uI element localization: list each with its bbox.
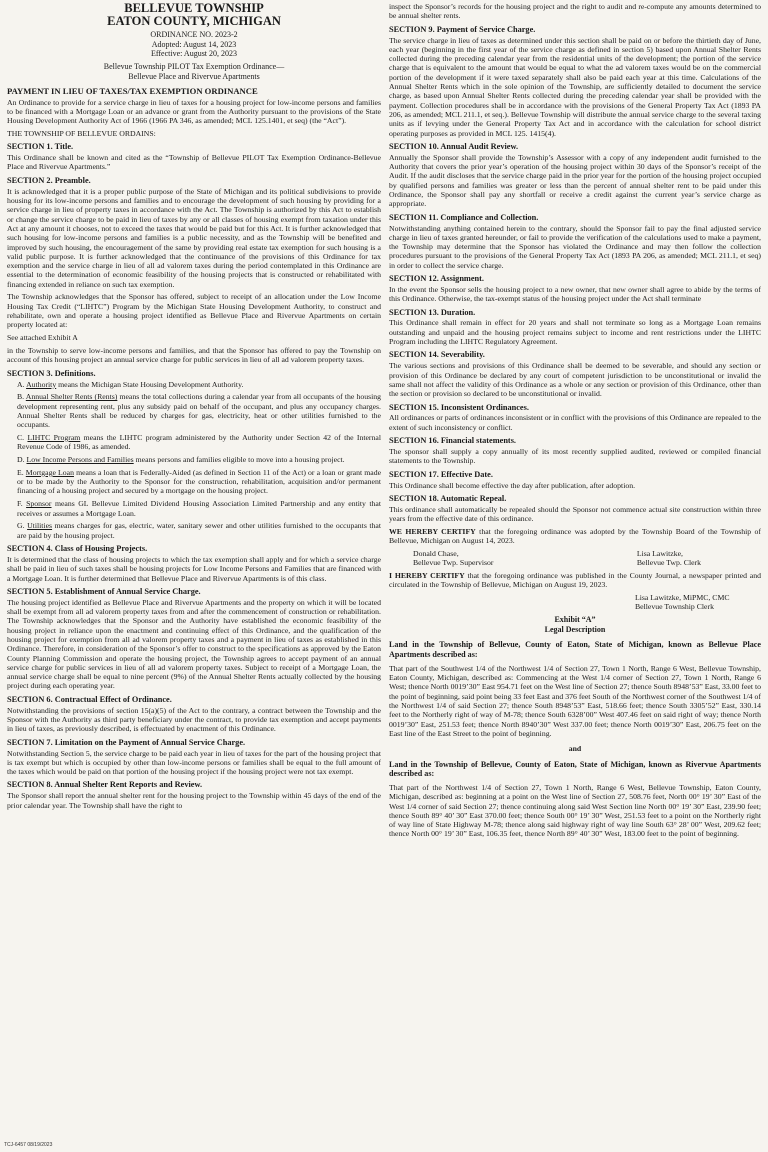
- section-2-paragraph-4: in the Township to serve low-income persons and families, and that the Sponsor has offered to pay the Township on account of this housing project an annual service charge for public services in lieu of all ad valorem property taxes.: [7, 345, 381, 365]
- bellevue-place-description: That part of the Southwest 1/4 of the Northwest 1/4 of Section 27, Town 1 North, Range 6 West, Bellevue Township, Eaton County, Michigan, described as: Commencing at the West 1/4 corner of Section 27, Town 1 North, Range 6 West; thence North 0019’30” East 954.71 feet on the West line of Section 27; thence South 8948’53” East, 33.00 feet to the point of beginning, said point being 33 feet East and 376 feet South of the Northwest corner of the Southwest 1/4 of the Northwest 1/4 of said Section 27; thence South 8948’53” East, 518.66 feet; thence South 3305’52” East, 330.14 feet to the Northerly right of way of M-78; thence South 6328’00” West 407.46 feet on said right of way; thence North 0019’30” East, 251.53 feet; thence North 8940’30” West 337.00 feet; thence North 0019’30” East, 206.75 feet on the East line of the East Street to the point of beginning.: [389, 663, 761, 738]
- board-certification: WE HEREBY CERTIFY that the foregoing ordinance was adopted by the Township Board of the Township of Bellevue, Michigan on August 14, 2023.: [389, 526, 761, 546]
- definition-f: F. Sponsor means GL Bellevue Limited Dividend Housing Association Limited Partnership and any entity that receives or assumes a Mortgage Loan.: [17, 499, 382, 518]
- county-name: EATON COUNTY, MICHIGAN: [107, 14, 281, 29]
- main-title: PAYMENT IN LIEU OF TAXES/TAX EXEMPTION ORDINANCE: [7, 86, 258, 97]
- section-5-text: The housing project identified as Bellevue Place and Rivervue Apartments and the property on which it will be located shall be exempt from all ad valorem property taxes from and after the commencement of construction or rehabilitation. The Township acknowledges that the Sponsor and the Authority have established the economic feasibility of the housing project in reliance upon the enactment and continuing effect of this Ordinance, and the qualification of the housing project for exemption from all ad valorem property taxes and a payment in lieu of taxes as established in this Ordinance. Therefore, in consideration of the Sponsor’s offer to construct to the specifications as approved by the Eaton County Planning Commission and operate the housing project, the Township agrees to accept payment of an annual service charge for public services in lieu of all ad valorem property taxes. Subject to receipt of a Mortgage Loan, the annual service charge shall be equal to nine percent (9%) of the Annual Shelter Rents actually collected by the housing project during each operating year.: [7, 597, 381, 691]
- rivervue-description: That part of the Northwest 1/4 of Section 27, Town 1 North, Range 6 West, Bellevue Township, Eaton County, Michigan, described as: beginning at a point on the West line of Section 27, 508.76 feet, North 00° 19’ 30” East of the West 1/4 corner of said Section 27; thence continuing along said West Section line North 00° 19’ 30” East, 239.90 feet; thence South 89° 40’ 30” East 370.00 feet; thence South 00° 19’ 30” West, 251.53 feet to a point on the Northerly right of way line of State Highway M-78; thence along said highway right of way line South 63° 28’ 00” West, 209.62 feet; thence North 00° 19’ 30” East, 106.35 feet, thence North 89° 40’ 30” West, 183.00 feet to the point of beginning.: [389, 782, 761, 839]
- section-8-text-continued: inspect the Sponsor’s records for the housing project and the right to audit and re-compute any amounts determined to be annual shelter rents.: [389, 2, 761, 21]
- section-1-text: This Ordinance shall be known and cited as the “Township of Bellevue PILOT Tax Exemption Ordinance-Bellevue Place and Rivervue Apartments.”: [7, 153, 381, 172]
- definition-term: LIHTC Program: [27, 433, 81, 442]
- ordains-line: THE TOWNSHIP OF BELLEVUE ORDAINS:: [7, 128, 156, 138]
- section-2-paragraph-1: It is acknowledged that it is a proper public purpose of the State of Michigan and its political subdivisions to provide housing for its low-income persons and families and to encourage the development of such housing by providing for a service charge in lieu of property taxes in accordance with the Act. The Township is authorized by this Act to establish or change the service charge to be paid in lieu of taxes by any or all classes of housing exempt from taxation under this Act at any amount it chooses, not to exceed the taxes that would be paid but for this Act. It is further acknowledged that such housing for low-income persons and families is a public necessity, and as the Township will be benefited and improved by such housing, the encouragement of the same by providing real estate tax exemption for such housing is a valid public purpose. It is further acknowledged that the continuance of the provisions of this Ordinance for tax exemption and the service charge in lieu of all ad valorem taxes during the period contemplated in this Ordinance are essential to the determination of economic feasibility of the housing projects that is constructed or rehabilitated with financing extended in reliance on such tax exemption.: [7, 186, 381, 289]
- section-5-title: SECTION 5. Establishment of Annual Service Charge.: [7, 586, 201, 596]
- section-16-text: The sponsor shall supply a copy annually of its most recently supplied audited, reviewed or compiled financial statements to the Township.: [389, 447, 761, 466]
- section-11-title: SECTION 11. Compliance and Collection.: [389, 212, 539, 222]
- section-8-title: SECTION 8. Annual Shelter Rent Reports and Review.: [7, 780, 203, 790]
- section-10-title: SECTION 10. Annual Audit Review.: [389, 141, 519, 151]
- township-name: BELLEVUE TOWNSHIP: [124, 1, 264, 15]
- section-13-text: This Ordinance shall remain in effect for 20 years and shall not terminate so long as a Mortgage Loan remains outstanding and unpaid and the housing project remains subject to income and rent restrictions under the LIHTC Program including the LIHTC Regulatory Agreement.: [389, 318, 761, 347]
- section-2-paragraph-3: See attached Exhibit A: [7, 333, 78, 343]
- and-separator: and: [568, 744, 582, 754]
- section-15-title: SECTION 15. Inconsistent Ordinances.: [389, 402, 529, 412]
- intro-paragraph: An Ordinance to provide for a service charge in lieu of taxes for a housing project for low-income persons and families to be financed with a Mortgage Loan or an advance or grant from the Authority pursuant to the provisions of the State Housing Development Authority Act of 1966 (1966 PA 346, as amended; MCL 125.1401, et seq) (the “Act”).: [7, 97, 381, 126]
- section-18-text: This ordinance shall automatically be repealed should the Sponsor not commence actual site construction within three years from the effective date of this ordinance.: [389, 504, 761, 524]
- section-7-text: Notwithstanding Section 5, the service charge to be paid each year in lieu of taxes for the part of the housing project that is tax exempt but which is occupied by other than low-income persons or families shall be equal to the full amount of the taxes which would be paid on that portion of the housing project if the housing project were not tax exempt.: [7, 748, 381, 777]
- definition-term: Utilities: [27, 521, 53, 531]
- definitions-list: [7, 380, 381, 540]
- section-6-text: Notwithstanding the provisions of section 15(a)(5) of the Act to the contrary, a contract between the Township and the Sponsor with the Authority as third party beneficiary under the contract, to provide tax exemption and accept payments in lieu of taxes, as previously described, is effectuated by enactment of this Ordinance.: [7, 705, 381, 734]
- left-column: [7, 2, 381, 813]
- definition-term: Mortgage Loan: [25, 467, 74, 477]
- exhibit-heading: Exhibit “A” Legal Description: [544, 615, 606, 634]
- section-13-title: SECTION 13. Duration.: [389, 307, 476, 317]
- section-10-text: Annually the Sponsor shall provide the Township’s Assessor with a copy of any independent audit furnished to the Authority that covers the prior year’s operation of the housing project within 30 days of the Sponsor’s receipt of the Audit. If the audit discloses that the service charge paid in the prior year for the portion of the housing project occupied by qualified persons and families was greater or less than the percent of annual shelter rent to be paid under this Ordinance, the Sponsor shall pay any shortfall or receive a credit against the current year’s service charge as appropriate.: [389, 152, 761, 209]
- section-14-title: SECTION 14. Severability.: [389, 350, 485, 360]
- right-column: [389, 2, 761, 842]
- section-9-text: The service charge in lieu of taxes as determined under this section shall be paid on or before the thirtieth day of June, each year (beginning in the first year of the service charge as defined in section 5) based upon Annual Shelter Rents collected during the preceding calendar year from the residential units of the development; the portion of the service charge that is equivalent to the amount that would be equal to what the ad valorem taxes would be on the commercial portion of the development if it were taxed separately shall also be paid each year at this time. Calculations of the Annual Shelter Rents which in the sole opinion of the Township, are sufficiently detailed to document the service charge, as based upon Annual Shelter Rents collected during the preceding calendar year shall be provided with the payment. Collection procedures shall be in accordance with the provisions of the General Property Tax Act (1893 PA 206, as amended; MCL 211.1, et seq.). Bellevue Township will distribute the annual service charge to the several taxing units as if levying under the General Property Tax Act and in accordance with the calculation for school district operating purposes as provided in MCL 125. 1415(4).: [389, 35, 761, 138]
- ordinance-number: ORDINANCE NO. 2023-2: [150, 30, 238, 40]
- section-4-title: SECTION 4. Class of Housing Projects.: [7, 543, 148, 553]
- section-11-text: Notwithstanding anything contained herein to the contrary, should the Sponsor fail to pay the final adjusted service charge in lieu of taxes granted hereunder, or fail to provide the verification of the calculations used to make a payment, the Township may determine that the Sponsor has violated the Ordinance and may then follow the collection procedures pursuant to the provisions of the General Property Tax Act (1893 PA 206, as amended; MCL 211.1, et seq) in order to collect the service charge.: [389, 223, 761, 270]
- section-17-text: This Ordinance shall become effective the day after publication, after adoption.: [389, 480, 636, 490]
- section-16-title: SECTION 16. Financial statements.: [389, 436, 516, 446]
- section-4-text: It is determined that the class of housing projects to which the tax exemption shall apply and for which a service charge shall be paid in lieu of such taxes shall be housing projects for Low Income Persons and Families that are financed with a Mortgage Loan. It is further determined that Bellevue Place and Rivervue Apartments is of this class.: [7, 554, 381, 583]
- section-1-title: SECTION 1. Title.: [7, 142, 74, 152]
- publication-certification: I HEREBY CERTIFY that the foregoing ordinance was published in the County Journal, a newspaper printed and circulated in the Township of Bellevue, Michigan on August 19, 2023.: [389, 570, 761, 589]
- definition-term: Sponsor: [26, 499, 52, 509]
- effective-date: Effective: August 20, 2023: [150, 49, 238, 59]
- supervisor-signature: Donald Chase, Bellevue Twp. Supervisor: [413, 549, 494, 568]
- section-6-title: SECTION 6. Contractual Effect of Ordinance.: [7, 694, 172, 704]
- definition-b: B. Annual Shelter Rents (Rents) means the total collections during a calendar year from all occupants of the housing development representing rent, plus any subsidy paid on behalf of the occupant, and plus any occupancy charges. Annual Shelter Rents shall be reduced by charges for gas, electricity, heat or other utilities furnished to the occupants.: [17, 392, 381, 430]
- section-18-title: SECTION 18. Automatic Repeal.: [389, 493, 507, 503]
- clerk-certification-signature: Lisa Lawitzke, MiPMC, CMC Bellevue Township Clerk: [635, 592, 730, 611]
- ordinance-subtitle-2: Bellevue Place and Rivervue Apartments: [128, 71, 260, 81]
- footer-code: TCJ-6457 08/19/2023: [4, 1142, 53, 1148]
- section-12-text: In the event the Sponsor sells the housing project to a new owner, that new owner shall agree to abide by the terms of this Ordinance. Otherwise, the tax-exempt status of the housing project under the Act shall terminate: [389, 284, 761, 304]
- section-3-title: SECTION 3. Definitions.: [7, 368, 96, 378]
- section-12-title: SECTION 12. Assignment.: [389, 273, 484, 283]
- section-8-text-start: The Sponsor shall report the annual shelter rent for the housing project to the Township within 45 days of the end of the prior calendar year. The Township shall have the right to: [7, 791, 381, 810]
- section-2-title: SECTION 2. Preamble.: [7, 175, 91, 185]
- section-7-title: SECTION 7. Limitation on the Payment of Annual Service Charge.: [7, 737, 246, 747]
- definition-e: E. Mortgage Loan means a loan that is Federally-Aided (as defined in Section 11 of the Act) or a loan or grant made or to be made by the Authority to the Sponsor for the construction, rehabilitation, acquisition and/or permanent financing of a housing project and secured by a mortgage on the housing project.: [17, 467, 382, 496]
- definition-d: D. Low Income Persons and Families means persons and families eligible to move into a housing project.: [17, 455, 345, 465]
- definition-g: G. Utilities means charges for gas, electric, water, sanitary sewer and other utilities furnished to the occupants that are paid by the housing project.: [17, 521, 381, 540]
- rivervue-heading: Land in the Township of Bellevue, County of Eaton, State of Michigan, known as Rivervue Apartments described as:: [389, 759, 761, 779]
- definition-term: Authority: [26, 379, 57, 389]
- ordinance-subtitle-1: Bellevue Township PILOT Tax Exemption Ordinance—: [103, 62, 285, 72]
- board-signatures: [389, 549, 761, 568]
- section-14-text: The various sections and provisions of this Ordinance shall be deemed to be severable, and should any section or provision of this Ordinance be declared by any court of competent jurisdiction to be unconstitutional or invalid the same shall not affect the validity of this Ordinance as a whole or any section or provision of this Ordinance, other than the section or provision so declared to be unconstitutional or invalid.: [389, 361, 761, 399]
- adopted-date: Adopted: August 14, 2023: [151, 39, 237, 49]
- section-17-title: SECTION 17. Effective Date.: [389, 469, 493, 479]
- definition-term: Annual Shelter Rents (Rents): [25, 392, 118, 402]
- clerk-signature: Lisa Lawitzke, Bellevue Twp. Clerk: [636, 549, 701, 568]
- bellevue-place-heading: Land in the Township of Bellevue, County of Eaton, State of Michigan, known as Bellevue Place Apartments described as:: [389, 640, 761, 660]
- definition-term: Low Income Persons and Families: [26, 455, 134, 465]
- section-9-title: SECTION 9. Payment of Service Charge.: [389, 24, 536, 34]
- section-2-paragraph-2: The Township acknowledges that the Sponsor has offered, subject to receipt of an allocation under the Low Income Housing Tax Credit (“LIHTC”) Program by the Michigan State Housing Development Authority, to construct and rehabilitate, own and operate a housing project identified as Bellevue Place and Rivervue Apartments on certain property located at:: [7, 292, 381, 330]
- definition-c: C. LIHTC Program means the LIHTC program administered by the Authority under Section 42 of the Internal Revenue Code of 1986, as amended.: [17, 433, 381, 452]
- definition-a: A. Authority means the Michigan State Housing Development Authority.: [17, 379, 244, 389]
- section-15-text: All ordinances or parts of ordinances inconsistent or in conflict with the provisions of this Ordinance are repealed to the extent of such inconsistency or conflict.: [389, 413, 761, 432]
